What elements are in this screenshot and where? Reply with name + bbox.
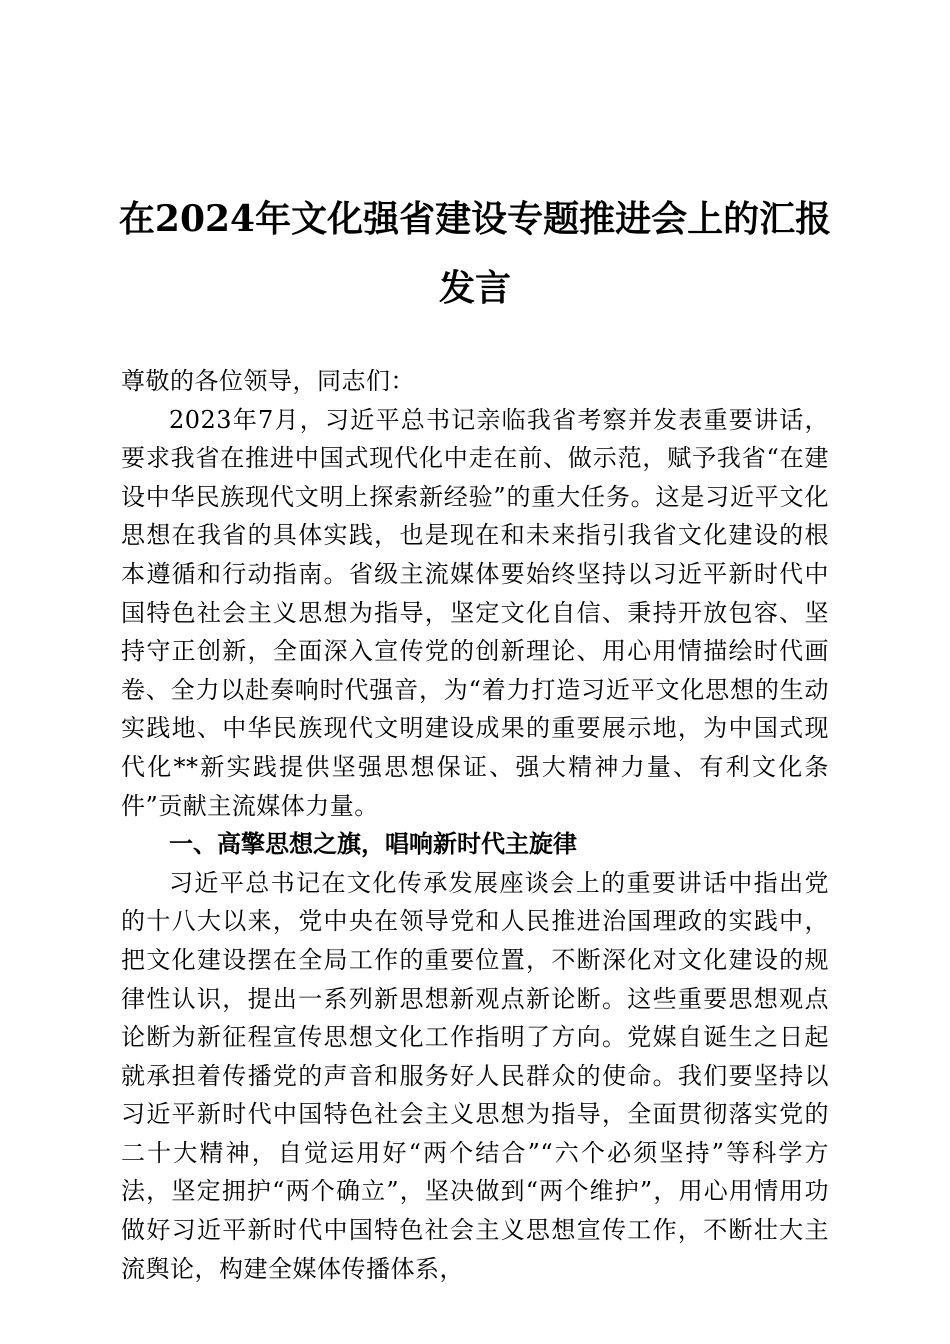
section-heading-1: 一、高擎思想之旗，唱响新时代主旋律	[169, 830, 577, 859]
document-body	[121, 362, 829, 1288]
salutation: 尊敬的各位领导，同志们：	[121, 367, 415, 395]
paragraph-1: 2023年7月，习近平总书记亲临我省考察并发表重要讲话，要求我省在推进中国式现代化中走在前、做示范，赋予我省“在建设中华民族现代文明上探索新经验”的重大任务。这是习近平文化思想在我省的具体实践，也是现在和未来指引我省文化建设的根本遵循和行动指南。省级主流媒体要始终坚持以习近平新时代中国特色社会主义思想为指导，坚定文化自信、秉持开放包容、坚持守正创新，全面深入宣传党的创新理论、用心用情描绘时代画卷、全力以赴奏响时代强音，为“着力打造习近平文化思想的生动实践地、中华民族现代文明建设成果的重要展示地，为中国式现代化**新实践提供坚强思想保证、强大精神力量、有利文化条件”贡献主流媒体力量。	[121, 405, 829, 820]
paragraph-2: 习近平总书记在文化传承发展座谈会上的重要讲话中指出党的十八大以来，党中央在领导党和人民推进治国理政的实践中，把文化建设摆在全局工作的重要位置，不断深化对文化建设的规律性认识，提出一系列新思想新观点新论断。这些重要思想观点论断为新征程宣传思想文化工作指明了方向。党媒自诞生之日起就承担着传播党的声音和服务好人民群众的使命。我们要坚持以习近平新时代中国特色社会主义思想为指导，全面贯彻落实党的二十大精神，自觉运用好“两个结合”“六个必须坚持”等科学方法，坚定拥护“两个确立”，坚决做到“两个维护”，用心用情用功做好习近平新时代中国特色社会主义思想宣传工作，不断壮大主流舆论，构建全媒体传播体系，	[121, 868, 829, 1283]
document-title-line-2: 发言	[438, 267, 511, 309]
document-title-line-1: 在2024年文化强省建设专题推进会上的汇报	[118, 198, 832, 240]
